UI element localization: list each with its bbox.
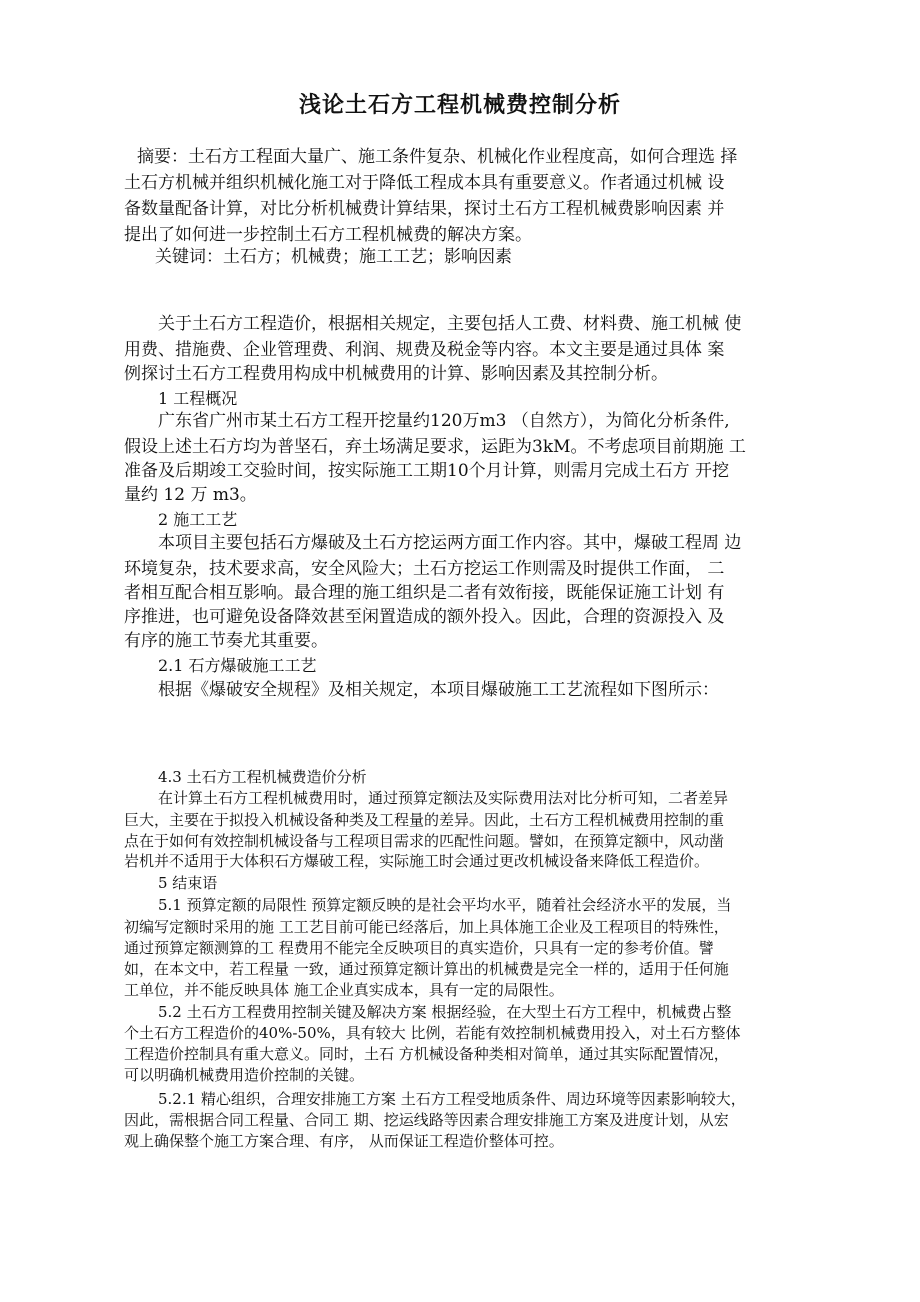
body-line: 观上确保整个施工方案合理、有序， 从而保证工程造价整体可控。 xyxy=(124,1132,564,1150)
body-line: 序推进，也可避免设备降效甚至闲置造成的额外投入。因此，合理的资源投入 及 xyxy=(124,607,725,627)
body-line: 工单位，并不能反映具体 施工企业真实成本，具有一定的局限性。 xyxy=(124,981,564,999)
section-heading: 4.3 土石方工程机械费造价分析 xyxy=(158,768,367,786)
abstract-line: 提出了如何进一步控制土石方工程机械费的解决方案。 xyxy=(124,225,532,245)
body-line: 例探讨土石方工程费用构成中机械费用的计算、影响因素及其控制分析。 xyxy=(124,364,668,384)
section-heading: 1 工程概况 xyxy=(158,389,238,408)
body-line: 初编写定额时采用的施 工工艺目前可能已经落后，加上具体施工企业及工程项目的特殊性， xyxy=(124,918,729,936)
body-line: 工程造价控制具有重大意义。同时，土石 方机械设备种类相对简单，通过其实际配置情况， xyxy=(124,1045,729,1063)
section-heading: 5 结束语 xyxy=(158,874,218,892)
body-line: 有序的施工节奏尤其重要。 xyxy=(124,631,328,651)
abstract-line: 土石方机械并组织机械化施工对于降低工程成本具有重要意义。作者通过机械 设 xyxy=(124,173,725,193)
body-line: 个土石方工程造价的40%-50%，具有较大 比例，若能有效控制机械费用投入，对土石方整体 xyxy=(124,1024,741,1042)
body-line: 通过预算定额测算的工 程费用不能完全反映项目的真实造价，只具有一定的参考价值。譬 xyxy=(124,939,714,957)
body-line: 可以明确机械费用造价控制的关键。 xyxy=(124,1066,365,1084)
section-heading: 2.1 石方爆破施工工艺 xyxy=(158,656,317,675)
body-line: 在计算土石方工程机械费用时，通过预算定额法及实际费用法对比分析可知，二者差异 xyxy=(158,789,729,807)
body-line: 5.2.1 精心组织，合理安排施工方案 土石方工程受地质条件、周边环境等因素影响较大， xyxy=(158,1090,746,1108)
body-line: 假设上述土石方均为普坚石，弃土场满足要求，运距为3kM。不考虑项目前期施 工 xyxy=(124,437,746,457)
body-line: 关于土石方工程造价，根据相关规定，主要包括人工费、材料费、施工机械 使 xyxy=(158,314,742,334)
body-line: 环境复杂，技术要求高，安全风险大；土石方挖运工作则需及时提供工作面， 二 xyxy=(124,559,725,579)
abstract-line: 备数量配备计算，对比分析机械费计算结果，探讨土石方工程机械费影响因素 并 xyxy=(124,199,725,219)
body-line: 用费、措施费、企业管理费、利润、规费及税金等内容。本文主要是通过具体 案 xyxy=(124,340,725,360)
section-heading: 2 施工工艺 xyxy=(158,510,238,529)
body-line: 岩机并不适用于大体积石方爆破工程，实际施工时会通过更改机械设备来降低工程造价。 xyxy=(124,852,710,870)
body-line: 者相互配合相互影响。最合理的施工组织是二者有效衔接，既能保证施工计划 有 xyxy=(124,583,725,603)
abstract-line: 摘要：土石方工程面大量广、施工条件复杂、机械化作业程度高，如何合理选 择 xyxy=(137,147,738,167)
body-line: 巨大，主要在于拟投入机械设备种类及工程量的差异。因此，土石方工程机械费用控制的重 xyxy=(124,811,725,829)
body-line: 准备及后期竣工交验时间，按实际施工工期10个月计算，则需月完成土石方 开挖 xyxy=(124,461,730,481)
body-line: 因此，需根据合同工程量、合同工 期、挖运线路等因素合理安排施工方案及进度计划，从宏 xyxy=(124,1111,729,1129)
keywords-line: 关键词：土石方；机械费；施工工艺；影响因素 xyxy=(155,247,512,267)
body-line: 根据《爆破安全规程》及相关规定，本项目爆破施工工艺流程如下图所示： xyxy=(158,680,719,700)
body-line: 量约 12 万 m3。 xyxy=(124,485,257,505)
document-title: 浅论土石方工程机械费控制分析 xyxy=(298,92,621,118)
body-line: 如，在本文中，若工程量 一致，通过预算定额计算出的机械费是完全一样的，适用于任何施 xyxy=(124,960,729,978)
body-line: 点在于如何有效控制机械设备与工程项目需求的匹配性问题。譬如，在预算定额中，风动凿 xyxy=(124,832,725,850)
body-line: 广东省广州市某土石方工程开挖量约120万m3 （自然方），为简化分析条件, xyxy=(158,411,730,431)
body-line: 本项目主要包括石方爆破及土石方挖运两方面工作内容。其中，爆破工程周 边 xyxy=(158,533,742,553)
body-line: 5.1 预算定额的局限性 预算定额反映的是社会平均水平，随着社会经济水平的发展，当 xyxy=(158,896,732,914)
body-line: 5.2 土石方工程费用控制关键及解决方案 根据经验，在大型土石方工程中，机械费占整 xyxy=(158,1003,732,1021)
